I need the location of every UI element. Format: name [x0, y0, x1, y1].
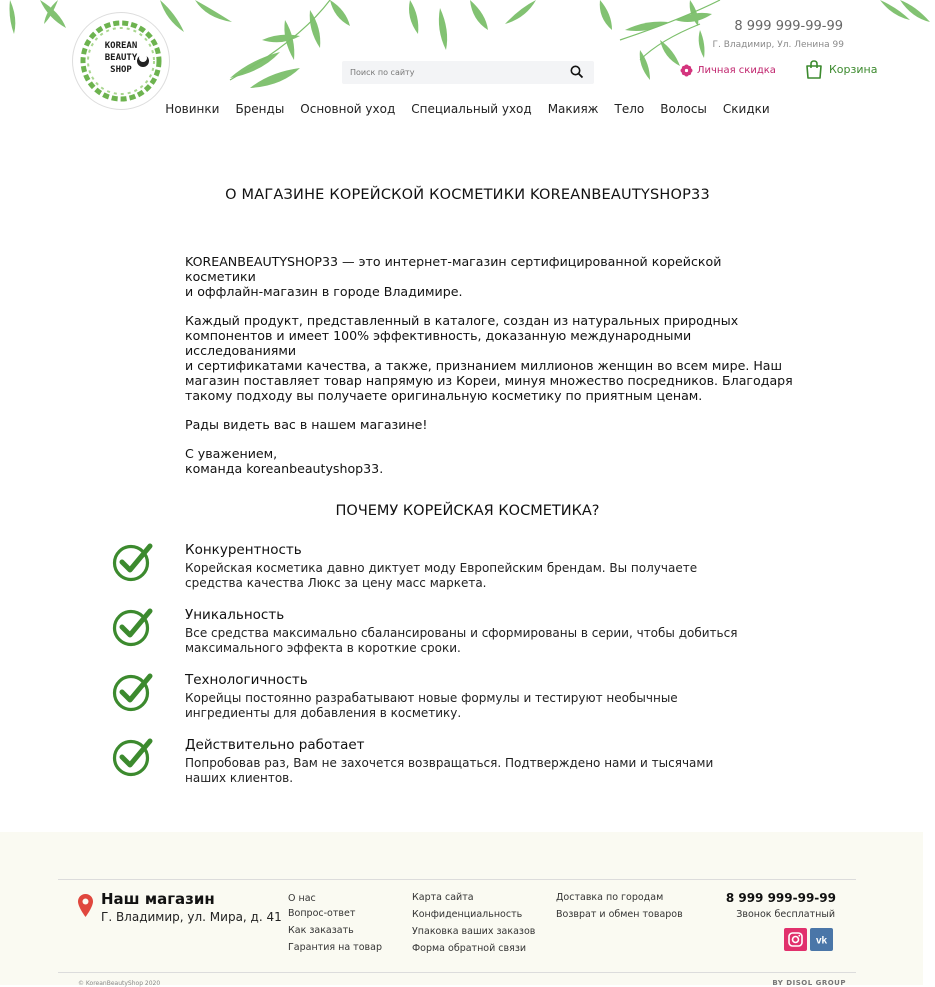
personal-discount-link[interactable] [680, 64, 776, 77]
shopping-bag-icon [805, 60, 823, 79]
checkmark-icon [112, 672, 154, 712]
nav-item-makeup[interactable]: Макияж [547, 102, 599, 116]
flower-icon [680, 64, 693, 77]
footer-link-feedback[interactable]: Форма обратной связи [412, 943, 527, 954]
footer-call-note: Звонок бесплатный [736, 909, 835, 920]
logo[interactable] [72, 12, 170, 110]
header-address: Г. Владимир, Ул. Ленина 99 [712, 40, 844, 50]
footer-link-sitemap[interactable]: Карта сайта [412, 892, 474, 903]
about-paragraph: KOREANBEAUTYSHOP33 — это интернет-магазин сертифицированной корейской косметики и оффлайн-магазин в городе Владимире. [185, 254, 722, 299]
why-title: ПОЧЕМУ КОРЕЙСКАЯ КОСМЕТИКА? [335, 503, 600, 519]
made-by[interactable]: BY DISOL GROUP [772, 979, 846, 987]
about-title: О МАГАЗИНЕ КОРЕЙСКОЙ КОСМЕТИКИ KOREANBEAUTYSHOP33 [225, 187, 710, 203]
map-pin-icon [77, 893, 94, 918]
feature-title: Конкурентность [185, 542, 302, 558]
feature-text: Корейцы постоянно разрабатывают новые формулы и тестируют необычные ингредиенты для добавления в косметику. [185, 691, 678, 720]
store-title: Наш магазин [101, 890, 215, 908]
footer-divider [58, 972, 856, 973]
feature-text: Попробовав раз, Вам не захочется возвращаться. Подтверждено нами и тысячами наших клиентов. [185, 756, 714, 785]
footer-link-faq[interactable]: Вопрос-ответ [288, 908, 356, 919]
nav-item-special-care[interactable]: Специальный уход [411, 102, 532, 116]
feature-text: Все средства максимально сбалансированы и сформированы в серии, чтобы добиться максимального эффекта в короткие сроки. [185, 626, 738, 655]
store-address: Г. Владимир, ул. Мира, д. 41 [101, 910, 282, 924]
header-phone[interactable]: 8 999 999-99-99 [734, 19, 843, 34]
footer-link-how-to-order[interactable]: Как заказать [288, 925, 354, 936]
footer-link-delivery[interactable]: Доставка по городам [556, 892, 664, 903]
cart-label: Корзина [829, 63, 878, 76]
footer-link-returns[interactable]: Возврат и обмен товаров [556, 909, 683, 920]
feature-title: Технологичность [185, 672, 308, 688]
discount-label: Личная скидка [697, 65, 776, 76]
about-text [185, 254, 795, 490]
copyright: © KoreanBeautyShop 2020 [78, 980, 161, 987]
search-box[interactable] [342, 61, 594, 84]
main-nav [0, 102, 935, 116]
feature-title: Уникальность [185, 607, 285, 623]
vk-icon[interactable] [810, 928, 833, 951]
about-paragraph: Рады видеть вас в нашем магазине! [185, 417, 428, 432]
feature-title: Действительно работает [185, 737, 365, 753]
search-icon[interactable] [570, 65, 584, 79]
nav-item-brands[interactable]: Бренды [235, 102, 285, 116]
checkmark-icon [112, 737, 154, 777]
svg-text:vk: vk [815, 935, 828, 947]
footer-phone[interactable]: 8 999 999-99-99 [725, 891, 836, 905]
checkmark-icon [112, 607, 154, 647]
nav-item-body[interactable]: Тело [614, 102, 645, 116]
nav-item-hair[interactable]: Волосы [660, 102, 707, 116]
feature-text: Корейская косметика давно диктует моду Европейским брендам. Вы получаете средства качества Люкс за цену масс маркета. [185, 561, 698, 590]
footer-links-col3 [556, 889, 683, 923]
nav-item-sale[interactable]: Скидки [722, 102, 770, 116]
nav-item-new[interactable]: Новинки [165, 102, 220, 116]
logo-text: KOREAN BEAUTY SHOP [104, 41, 138, 75]
nav-item-basic-care[interactable]: Основной уход [300, 102, 396, 116]
cart-link[interactable] [805, 60, 877, 79]
footer-link-guarantee[interactable]: Гарантия на товар [288, 942, 382, 953]
footer-links-col2 [412, 889, 535, 957]
checkmark-icon [112, 542, 154, 582]
about-paragraph: Каждый продукт, представленный в каталоге, создан из натуральных природных компонентов и имеет 100% эффективность, доказанную международными исследованиями и сертификатами качества, а также, признанием миллионов женщин во всем мире. Наш магазин поставляет товар напрямую из Кореи, минуя множество посредников. Благодаря такому подходу вы получаете оригинальную косметику по приятным ценам. [185, 313, 793, 403]
footer-link-packaging[interactable]: Упаковка ваших заказов [412, 926, 536, 937]
footer-link-about[interactable]: О нас [288, 893, 316, 904]
instagram-icon[interactable] [784, 928, 807, 951]
footer-link-privacy[interactable]: Конфиденциальность [412, 909, 523, 920]
about-signature: С уважением, команда koreanbeautyshop33. [185, 446, 384, 476]
footer-links-col1 [288, 892, 382, 956]
search-input[interactable] [350, 65, 550, 80]
footer-divider [58, 879, 856, 880]
footer [0, 832, 923, 985]
